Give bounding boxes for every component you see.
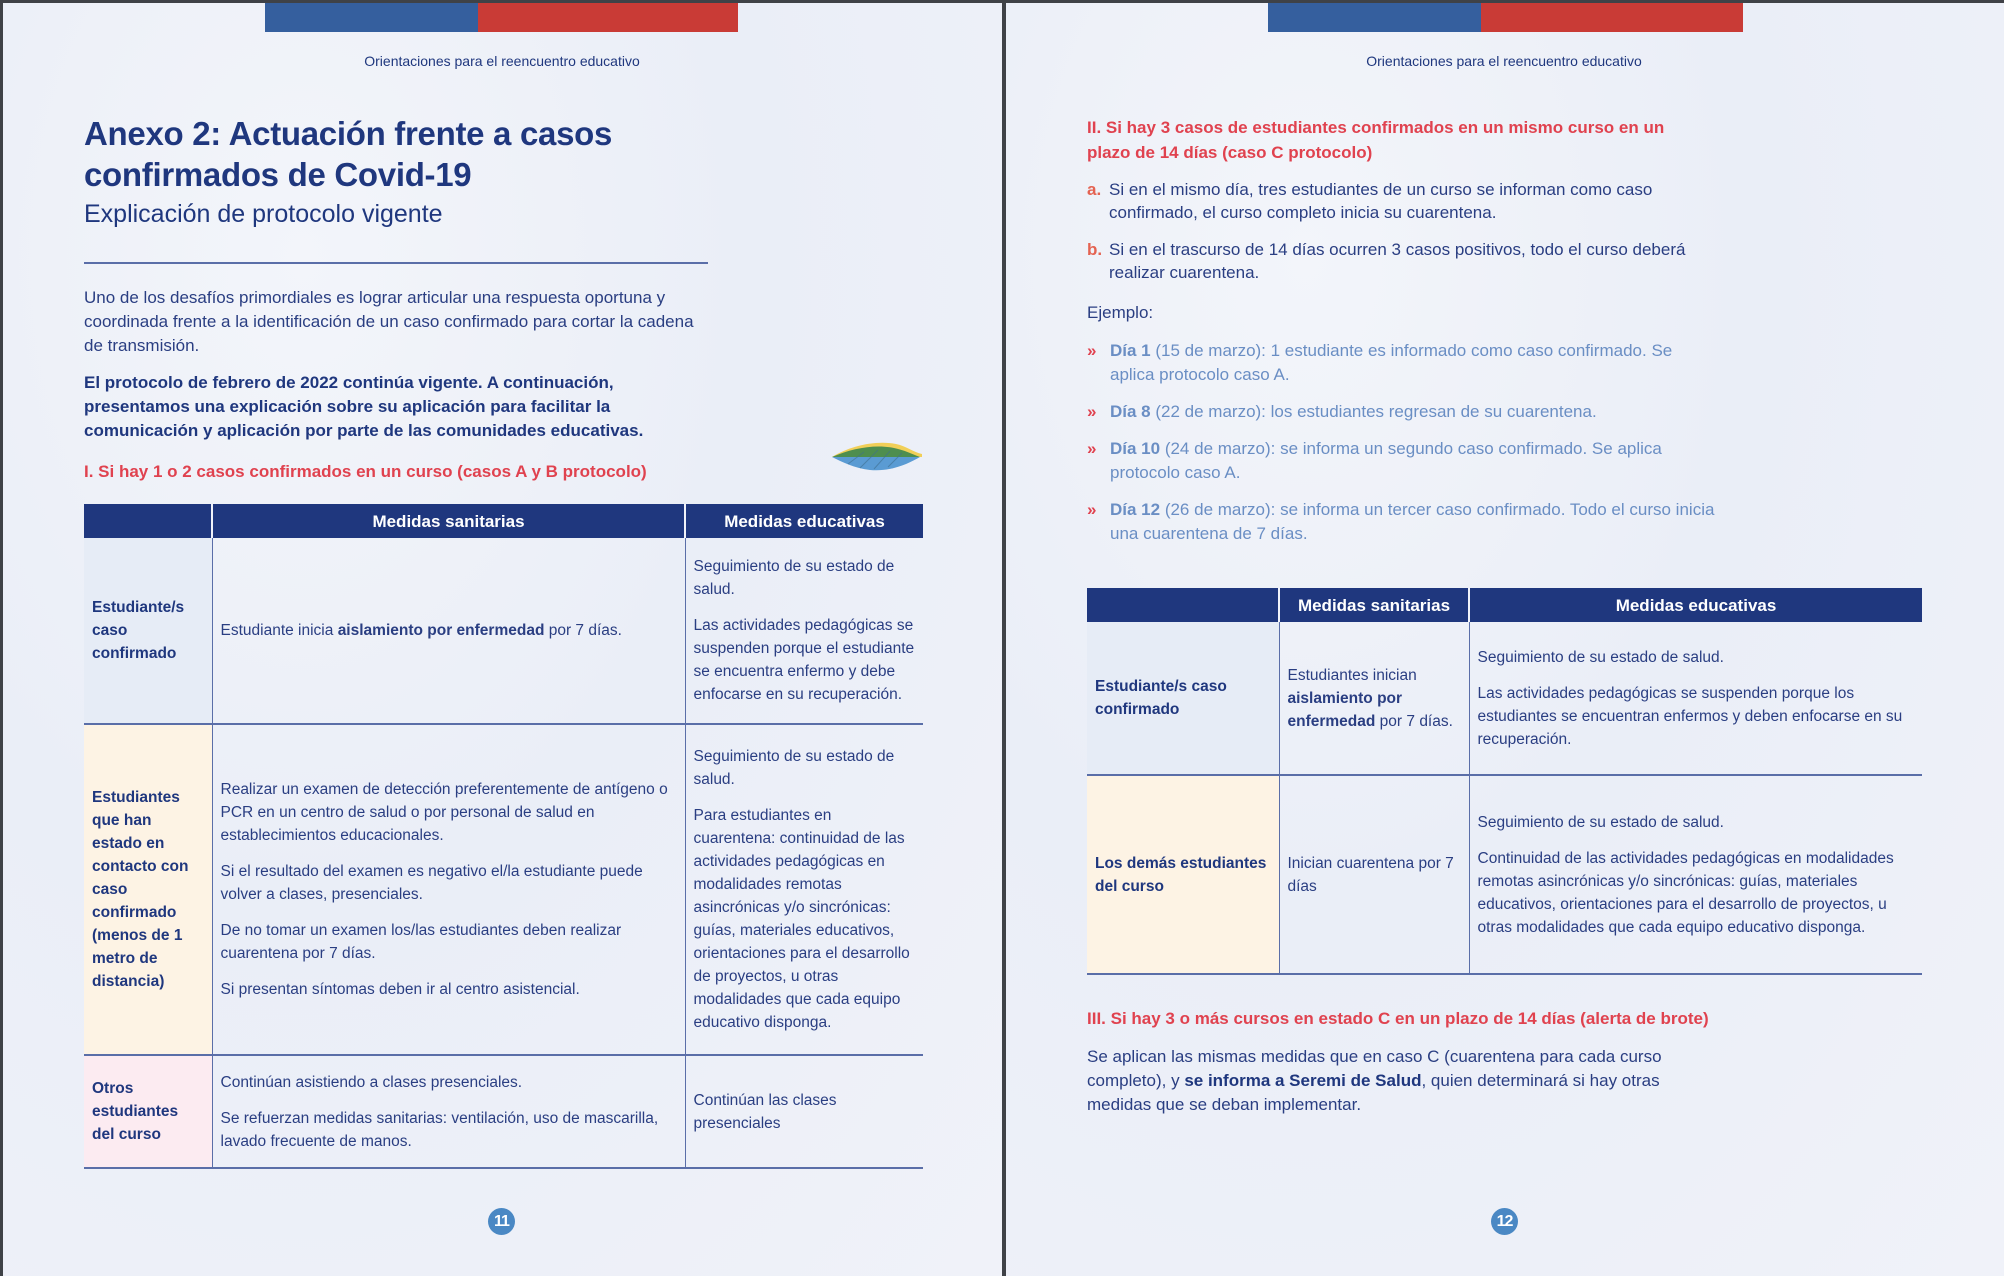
leaf-icon bbox=[830, 440, 924, 474]
cell-educativas: Seguimiento de su estado de salud. Las actividades pedagógicas se suspenden porque el estudiante se encuentra enfermo y debe enfocarse en su recuperación. bbox=[685, 538, 923, 724]
brand-bar-red bbox=[1481, 3, 1743, 32]
chevron-double-right-icon: » bbox=[1087, 500, 1097, 519]
intro-paragraph: Uno de los desafíos primordiales es lograr articular una respuesta oportuna y coordinada frente a la identificación de un caso confirmado para cortar la cadena de transmisión. bbox=[84, 288, 694, 355]
brand-bar-red bbox=[478, 3, 738, 32]
table-header-sanitarias: Medidas sanitarias bbox=[212, 504, 685, 538]
cell-sanitarias: Continúan asistiendo a clases presenciales. Se refuerzan medidas sanitarias: ventilación, uso de mascarilla, lavado frecuente de manos. bbox=[212, 1055, 685, 1168]
example-item: » Día 8 (22 de marzo): los estudiantes regresan de su cuarentena. bbox=[1087, 400, 1717, 424]
protocol-table-c bbox=[1087, 588, 1922, 975]
chevron-double-right-icon: » bbox=[1087, 341, 1097, 360]
protocol-paragraph: El protocolo de febrero de 2022 continúa vigente. A continuación, presentamos una explicación sobre su aplicación para facilitar la comunicación y aplicación por parte de las comunidades educativas. bbox=[84, 373, 644, 440]
title-divider bbox=[84, 262, 708, 264]
cell-educativas: Seguimiento de su estado de salud. Continuidad de las actividades pedagógicas en modalidades remotas asincrónicas y/o sincrónicas: guías, materiales educativos, orientaciones para el desarrollo de proyectos, u otras modalidades que cada equipo educativo disponga. bbox=[1469, 775, 1922, 974]
cell-sanitarias: Realizar un examen de detección preferentemente de antígeno o PCR en un centro de salud o por personal de salud en establecimientos educacionales. Si el resultado del examen es negativo el/la estudiante puede volver a clases, presenciales. De no tomar un examen los/las estudiantes deben realizar cuarentena por 7 días. Si presentan síntomas deben ir al centro asistencial. bbox=[212, 724, 685, 1055]
row-label: Estudiantes que han estado en contacto con caso confirmado (menos de 1 metro de distancia) bbox=[84, 724, 212, 1055]
table-header-empty bbox=[84, 504, 212, 538]
page-title bbox=[84, 113, 784, 195]
row-label: Los demás estudiantes del curso bbox=[1087, 775, 1279, 974]
table-row bbox=[1087, 622, 1922, 775]
section-3-paragraph: Se aplican las mismas medidas que en caso C (cuarentena para cada curso completo), y se informa a Seremi de Salud, quien determinará si hay otras medidas que se deban implementar. bbox=[1087, 1047, 1662, 1114]
example-item: » Día 12 (26 de marzo): se informa un tercer caso confirmado. Todo el curso inicia una cuarentena de 7 días. bbox=[1087, 500, 1715, 543]
chevron-double-right-icon: » bbox=[1087, 439, 1097, 458]
row-label: Estudiante/s caso confirmado bbox=[1087, 622, 1279, 775]
table-header-educativas: Medidas educativas bbox=[1469, 588, 1922, 622]
list-item: b. Si en el trascurso de 14 días ocurren 3 casos positivos, todo el curso deberá realizar cuarentena. bbox=[1087, 240, 1686, 282]
page-12 bbox=[1006, 3, 2004, 1276]
page-number: 12 bbox=[1491, 1208, 1518, 1235]
example-item: » Día 1 (15 de marzo): 1 estudiante es informado como caso confirmado. Se aplica protocolo caso A. bbox=[1087, 341, 1673, 384]
page-subtitle: Explicación de protocolo vigente bbox=[84, 200, 443, 228]
chevron-double-right-icon: » bbox=[1087, 402, 1097, 421]
example-label: Ejemplo: bbox=[1087, 303, 1154, 322]
protocol-table-a-b bbox=[84, 504, 923, 1169]
table-row bbox=[84, 724, 923, 1055]
table-header-educativas: Medidas educativas bbox=[685, 504, 923, 538]
cell-educativas: Seguimiento de su estado de salud. Las actividades pedagógicas se suspenden porque los estudiantes se encuentran enfermos y deben enfocarse en su recuperación. bbox=[1469, 622, 1922, 775]
row-label: Estudiante/s caso confirmado bbox=[84, 538, 212, 724]
table-row bbox=[1087, 775, 1922, 974]
table-row bbox=[84, 538, 923, 724]
section-2-list bbox=[1087, 178, 1712, 298]
list-item: a. Si en el mismo día, tres estudiantes de un curso se informan como caso confirmado, el curso completo inicia su cuarentena. bbox=[1087, 180, 1653, 222]
cell-sanitarias: Estudiante inicia aislamiento por enfermedad por 7 días. bbox=[212, 538, 685, 724]
section-2-heading: II. Si hay 3 casos de estudiantes confirmados en un mismo curso en un plazo de 14 días (caso C protocolo) bbox=[1087, 118, 1665, 162]
cell-sanitarias: Inician cuarentena por 7 días bbox=[1279, 775, 1469, 974]
cell-sanitarias: Estudiantes inician aislamiento por enfermedad por 7 días. bbox=[1279, 622, 1469, 775]
brand-bar-blue bbox=[265, 3, 478, 32]
example-item: » Día 10 (24 de marzo): se informa un segundo caso confirmado. Se aplica protocolo caso A. bbox=[1087, 439, 1662, 482]
cell-educativas: Seguimiento de su estado de salud. Para estudiantes en cuarentena: continuidad de las actividades pedagógicas en modalidades remotas asincrónicas y/o sincrónicas: guías, materiales educativos, orientaciones para el desarrollo de proyectos, u otras modalidades que cada equipo educativo disponga. bbox=[685, 724, 923, 1055]
brand-bar-blue bbox=[1268, 3, 1481, 32]
running-header: Orientaciones para el reencuentro educativo bbox=[364, 53, 640, 69]
table-header-sanitarias: Medidas sanitarias bbox=[1279, 588, 1469, 622]
row-label: Otros estudiantes del curso bbox=[84, 1055, 212, 1168]
table-header-row bbox=[1087, 588, 1922, 622]
table-header-row bbox=[84, 504, 923, 538]
running-header: Orientaciones para el reencuentro educativo bbox=[1366, 53, 1642, 69]
table-header-empty bbox=[1087, 588, 1279, 622]
section-3-heading: III. Si hay 3 o más cursos en estado C en un plazo de 14 días (alerta de brote) bbox=[1087, 1009, 1709, 1028]
title-line-1: Anexo 2: Actuación frente a casos bbox=[84, 115, 613, 152]
page-11 bbox=[3, 3, 1002, 1276]
example-list bbox=[1087, 339, 1717, 559]
table-row bbox=[84, 1055, 923, 1168]
title-line-2: confirmados de Covid-19 bbox=[84, 156, 472, 193]
cell-educativas: Continúan las clases presenciales bbox=[685, 1055, 923, 1168]
page-number: 11 bbox=[488, 1208, 515, 1235]
section-1-heading: I. Si hay 1 o 2 casos confirmados en un curso (casos A y B protocolo) bbox=[84, 462, 647, 481]
